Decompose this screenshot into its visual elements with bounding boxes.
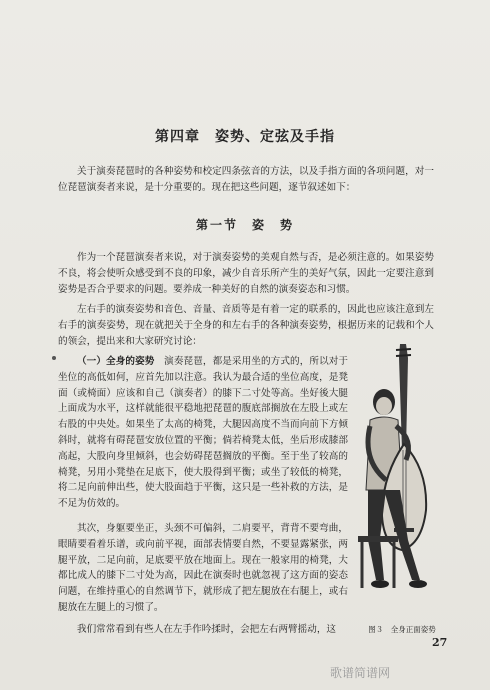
section-title: 第一节 姿 势 — [195, 218, 294, 232]
margin-mark — [52, 356, 56, 360]
paragraph-5: 我们常常看到有些人在左手作吟揉时，会把左右两臂摇动，这 — [77, 624, 337, 635]
paragraph-4: 其次，身躯要坐正，头颈不可偏斜，二肩要平，背背不要弯曲，眼睛要看着乐谱，或向前平视，面部表情要自然，不要显露紧张，两腿平放，二足向前，足底要平放在地面上。现在一般家用的椅凳，大都比成人的膝下二寸处为高，因此在演奏时也就忽视了这方面的姿态问题，在维持重心的自然调节下，就形成了把左腿放在右腿上，或右腿放在左腿上的习惯了。 — [58, 523, 348, 613]
pipa-player-illustration — [356, 340, 448, 610]
chapter-title: 第四章 姿势、定弦及手指 — [155, 129, 335, 145]
page-number: 27 — [432, 636, 448, 649]
paragraph-3-heading: （一）全身的姿势 — [77, 356, 155, 367]
intro-paragraph: 关于演奏琵琶时的各种姿势和校定四条弦音的方法，以及手指方面的各项问题，对一位琵琶演奏者来说，是十分重要的。现在把这些问题，逐节叙述如下： — [58, 166, 434, 193]
paragraph-3-body: 演奏琵琶，都是采用坐的方式的，所以对于坐位的高低如何，应首先加以注意。我认为最合适的坐位高度，是凳面（或椅面）应该和自己（演奏者）的膝下二寸处等高。坐好後大腿上面成为水平，这样就能很平稳地把琵琶的腹底部搁放在左股上或左右股的中央处。如果坐了太高的椅凳，大腿因高度不当而向前下方倾斜时，就将有碍琵琶安放位置的平衡；倘若椅凳太低，坐后形成膝部高起，大股向身里倾斜，也会妨碍琵琶搁放的平衡。至于坐了较高的椅凳，另用小凳垫在足底下，使大股得到平衡；或坐了较低的椅凳，将二足向前伸出些，使大股面趋于平衡，这只是一些补救的方法，是不足为仿效的。 — [58, 356, 349, 510]
paragraph-1: 作为一个琵琶演奏者来说，对于演奏姿势的美观自然与否，是必须注意的。如果姿势不良，将会使听众感受到不良的印象，减少自音乐所产生的美好气氛，因此一定要注意到姿势是否合乎要求的问题。要养成一种美好的自然的演奏姿态和习惯。 — [58, 252, 434, 295]
figure-caption: 图３ 全身正面姿势 — [368, 625, 436, 634]
paragraph-3 — [58, 354, 348, 512]
watermark: 歌谱简谱网 — [330, 666, 391, 680]
paragraph-2: 左右手的演奏姿势和音色、音量、音质等是有着一定的联系的，因此也应该注意到左右手的演奏姿势，现在就把关于全身的和左右手的各种演奏姿势，根据历来的记载和个人的领会，提出来和大家研究讨论： — [58, 304, 434, 347]
